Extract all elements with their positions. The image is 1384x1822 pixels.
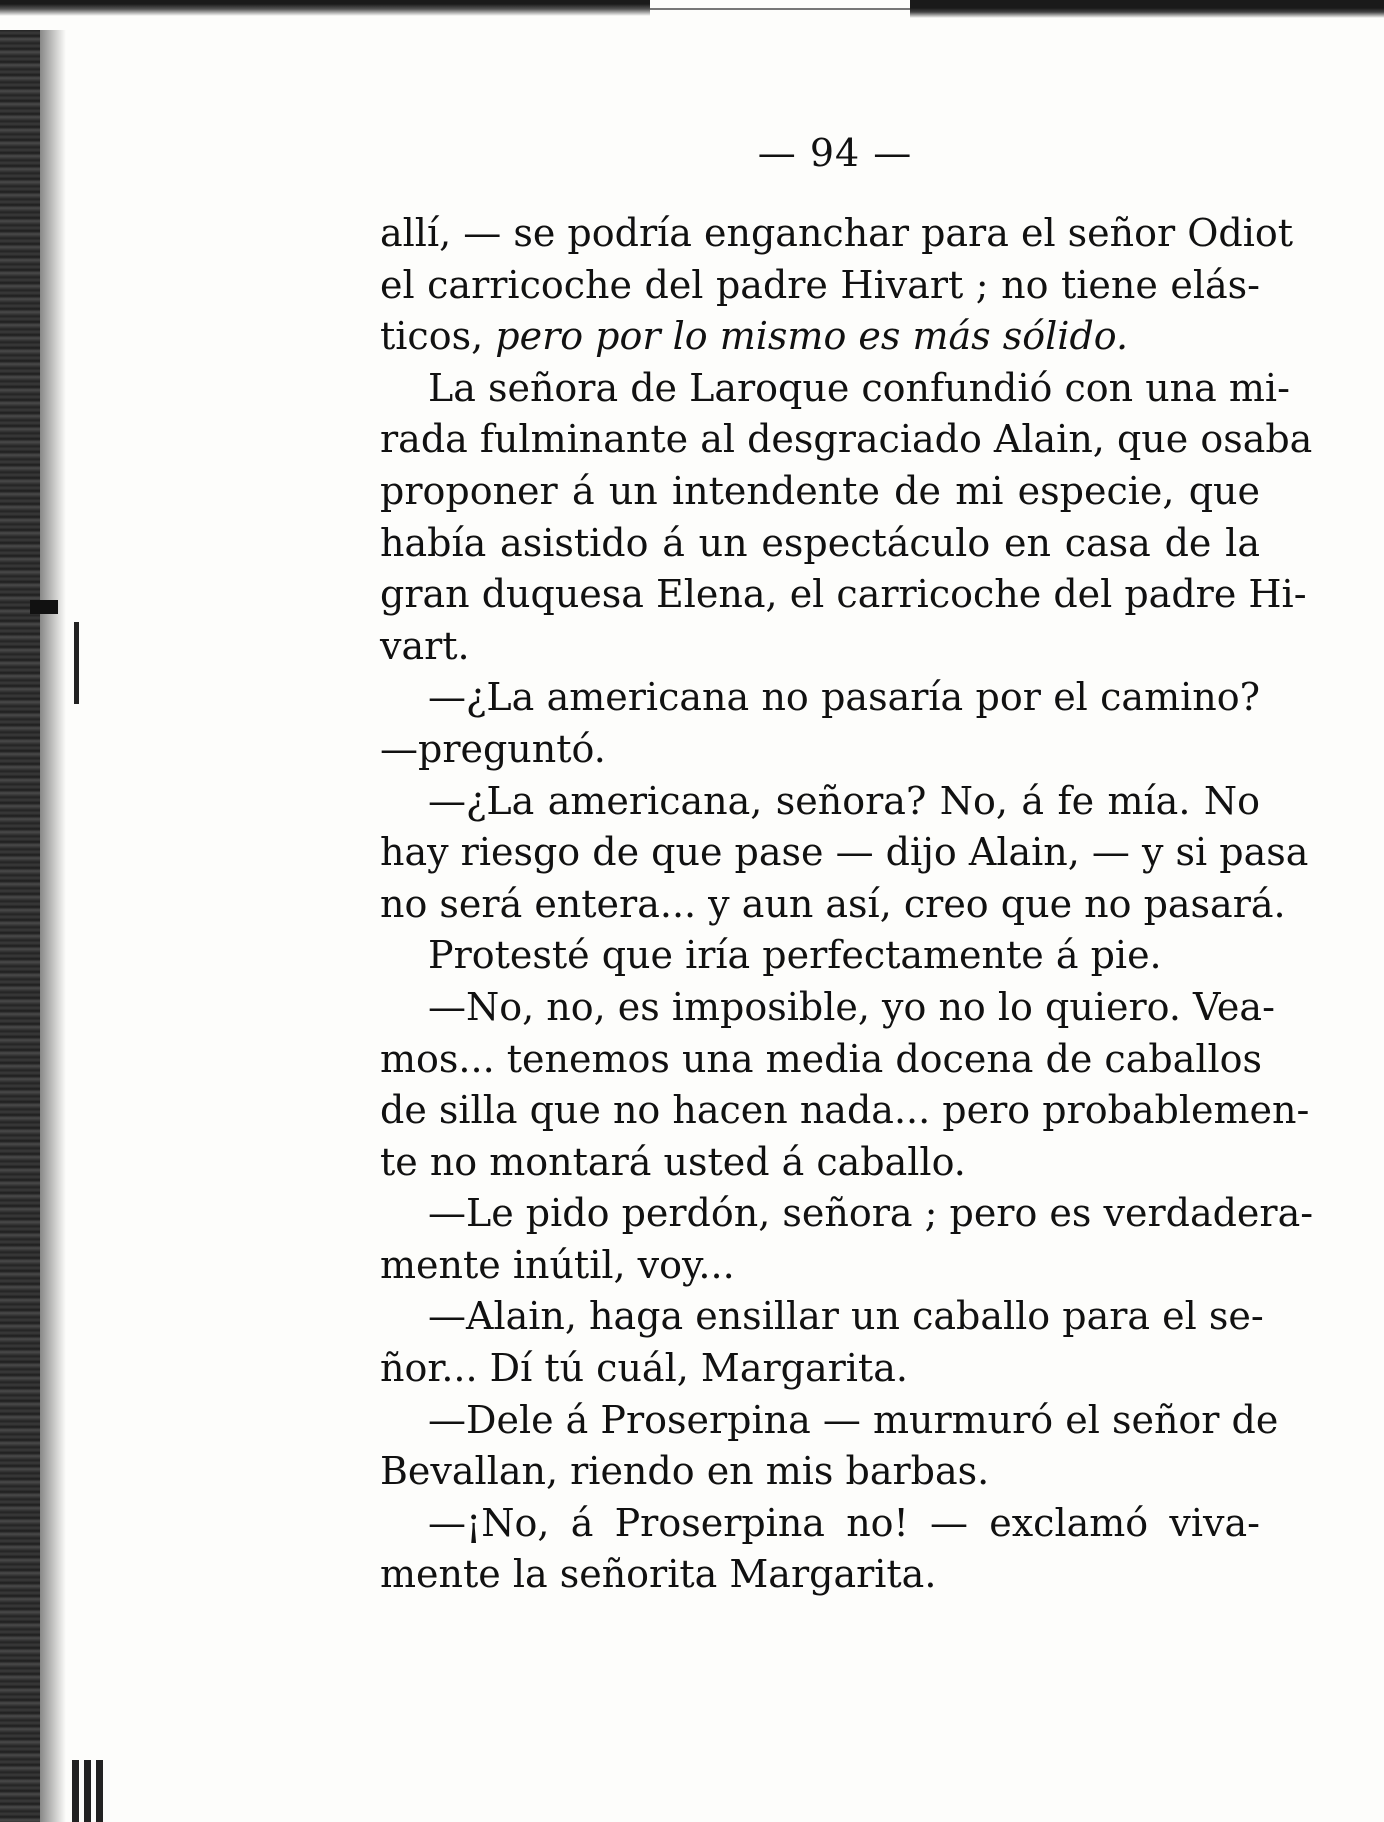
binding-tick — [74, 622, 79, 704]
text-line: de silla que no hacen nada... pero probablemen- — [380, 1088, 1310, 1133]
text-line: —¿La americana no pasaría por el camino? — [428, 675, 1260, 720]
text-line: —¿La americana, señora? No, á fe mía. No — [428, 778, 1260, 823]
text-line: había asistido á un espectáculo en casa de la — [380, 520, 1260, 565]
text-line: ñor... Dí tú cuál, Margarita. — [380, 1346, 908, 1391]
text-line: Protesté que iría perfectamente á pie. — [428, 933, 1162, 978]
page-number: — 94 — — [757, 131, 913, 175]
text-line: —No, no, es imposible, yo no lo quiero. Vea- — [428, 984, 1275, 1029]
text-line: allí, — se podría enganchar para el señor Odiot — [380, 211, 1294, 255]
text-line: —preguntó. — [380, 726, 606, 771]
body-text — [380, 208, 1314, 1601]
text-line: gran duquesa Elena, el carricoche del padre Hi- — [380, 572, 1307, 617]
text-line: —¡No, á Proserpina no! — exclamó viva- — [428, 1500, 1260, 1545]
text-line: el carricoche del padre Hivart ; no tiene elás- — [380, 262, 1260, 307]
text-line: mos... tenemos una media docena de caballos — [380, 1036, 1263, 1081]
text-italic: pero por lo mismo es más sólido. — [495, 314, 1129, 359]
text-line: mente la señorita Margarita. — [380, 1552, 937, 1597]
text-line: vart. — [380, 623, 470, 668]
binding-shadow — [40, 30, 66, 1822]
text-line: mente inútil, voy... — [380, 1242, 735, 1287]
top-rule-right — [910, 0, 1384, 18]
text-line: Bevallan, riendo en mis barbas. — [380, 1449, 990, 1494]
top-rule-thin — [650, 8, 910, 10]
top-rule-left — [0, 0, 650, 16]
text-line: La señora de Laroque confundió con una mi- — [428, 365, 1290, 410]
text-line: no será entera... y aun así, creo que no pasará. — [380, 881, 1286, 926]
text-plain: ticos, — [380, 314, 496, 359]
text-line-with-italic — [380, 311, 1260, 363]
binding-notch — [30, 600, 58, 614]
text-line: rada fulminante al desgraciado Alain, que osaba — [380, 417, 1313, 462]
binding-foot — [72, 1760, 108, 1822]
text-line: hay riesgo de que pase — dijo Alain, — y si pasa — [380, 830, 1309, 875]
text-line: —Alain, haga ensillar un caballo para el se- — [428, 1294, 1264, 1339]
text-line: te no montará usted á caballo. — [380, 1139, 966, 1184]
text-line: —Le pido perdón, señora ; pero es verdadera- — [428, 1191, 1314, 1236]
text-line: —Dele á Proserpina — murmuró el señor de — [428, 1397, 1279, 1442]
text-line: proponer á un intendente de mi especie, que — [380, 468, 1260, 513]
binding-edge — [0, 30, 40, 1822]
